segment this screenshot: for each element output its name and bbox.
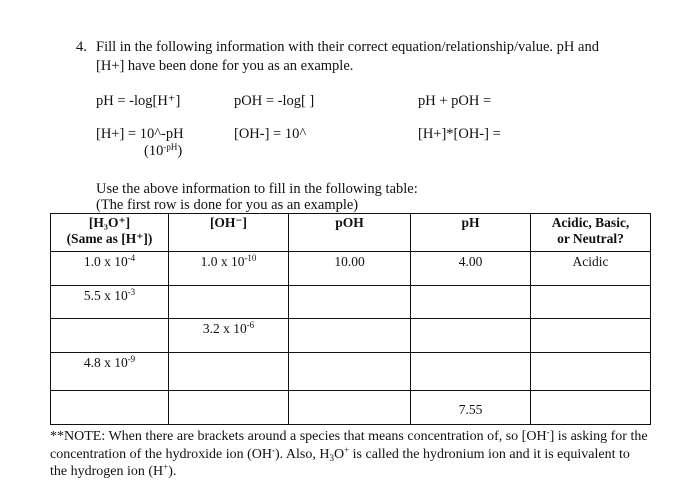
header-poh: pOH (289, 214, 411, 252)
header-ph: pH (411, 214, 531, 252)
cell-poh[interactable] (289, 353, 411, 391)
table-row (51, 286, 651, 319)
cell-poh[interactable] (289, 391, 411, 425)
question-text-line1: Fill in the following information with their correct equation/relationship/value. pH and (96, 39, 599, 55)
poh-definition: pOH = -log[ ] (234, 93, 315, 109)
cell-poh[interactable]: 10.00 (289, 252, 411, 286)
header-oh: [OH⁻] (169, 214, 289, 252)
instructions-line1: Use the above information to fill in the following table: (96, 181, 418, 197)
cell-acidity[interactable] (531, 391, 651, 425)
cell-acidity[interactable] (531, 319, 651, 353)
cell-ph[interactable] (411, 286, 531, 319)
h-concentration-eq: [H+] = 10^-pH (96, 126, 184, 142)
cell-acidity[interactable]: Acidic (531, 252, 651, 286)
table-row (51, 353, 651, 391)
cell-h3o[interactable] (51, 391, 169, 425)
ph-definition: pH = -log[H⁺] (96, 93, 181, 109)
ph-table (50, 213, 651, 425)
question-number: 4. (76, 39, 87, 55)
cell-oh[interactable] (169, 353, 289, 391)
cell-acidity[interactable] (531, 286, 651, 319)
cell-poh[interactable] (289, 319, 411, 353)
kw-product-eq: [H+]*[OH-] = (418, 126, 501, 142)
cell-ph[interactable] (411, 319, 531, 353)
cell-ph[interactable]: 7.55 (411, 391, 531, 425)
cell-ph[interactable] (411, 353, 531, 391)
cell-oh[interactable] (169, 286, 289, 319)
cell-acidity[interactable] (531, 353, 651, 391)
ph-poh-sum: pH + pOH = (418, 93, 492, 109)
cell-h3o[interactable]: 1.0 x $10^{-4}$ (51, 252, 169, 286)
cell-h3o[interactable]: 5.5 x $10^{-3}$ (51, 286, 169, 319)
table-header-row (51, 214, 651, 252)
oh-concentration-eq: [OH-] = 10^ (234, 126, 307, 142)
h-concentration-alt: $(10^{-pH})$ (144, 142, 183, 159)
footnote: **NOTE: When there are brackets around a species that means concentration of, so [OH-] is asking for the concentration of the hydroxide ion (OH-). Also, $H_3O^+$ is called the hydronium ion and it is equivalent to the hydrogen ion (H+). (50, 427, 648, 479)
header-h3o: [H₃O⁺] (Same as [H⁺]) (51, 214, 169, 252)
table-row (51, 391, 651, 425)
table-row (51, 319, 651, 353)
cell-h3o[interactable] (51, 319, 169, 353)
question-text-line2: [H+] have been done for you as an example. (96, 58, 354, 74)
cell-oh[interactable] (169, 391, 289, 425)
cell-ph[interactable]: 4.00 (411, 252, 531, 286)
cell-oh[interactable]: 3.2 x $10^{-6}$ (169, 319, 289, 353)
header-acidic-basic-neutral: Acidic, Basic, or Neutral? (531, 214, 651, 252)
cell-poh[interactable] (289, 286, 411, 319)
instructions-line2: (The first row is done for you as an example) (96, 197, 359, 213)
cell-oh[interactable]: 1.0 x $10^{-10}$ (169, 252, 289, 286)
cell-h3o[interactable]: 4.8 x $10^{-9}$ (51, 353, 169, 391)
table-row (51, 252, 651, 286)
